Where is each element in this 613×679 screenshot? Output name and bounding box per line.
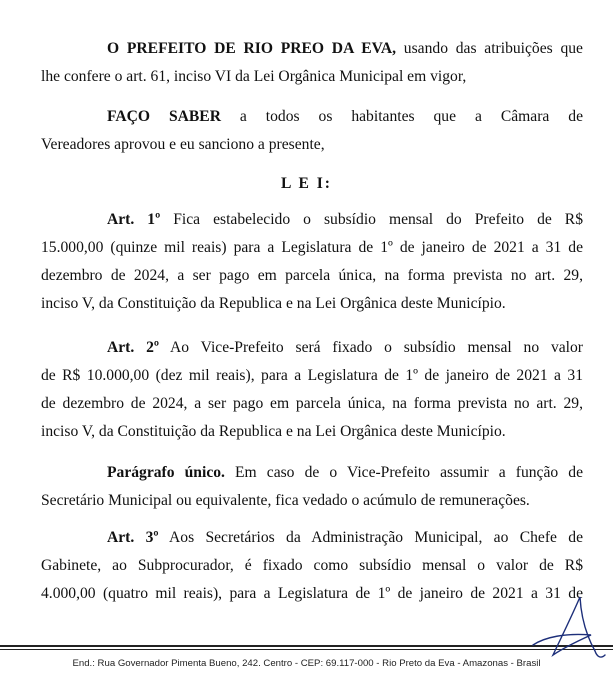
text-line (41, 334, 583, 362)
text-line: de R$ 10.000,00 (dez mil reais), para a Legislatura de 1º de janeiro de 2021 a 31 (41, 367, 583, 384)
article-3 (41, 524, 583, 608)
footer-rule-thin (0, 649, 613, 650)
text-line: dezembro de 2024, a ser pago em parcela única, na forma prevista no art. 29, (41, 267, 583, 284)
text-line (41, 459, 583, 487)
article-label: Art. 1º (107, 211, 161, 228)
text-line: 4.000,00 (quatro mil reais), para a Legislatura de 1º de janeiro de 2021 a 31 de (41, 585, 583, 602)
text-span: Ao Vice-Prefeito será fixado o subsídio mensal no valor (159, 339, 583, 356)
text-span: Fica estabelecido o subsídio mensal do Prefeito de R$ (160, 211, 584, 228)
faco-saber-label: FAÇO SABER (107, 108, 221, 125)
article-label: Art. 3º (107, 529, 159, 546)
faco-saber-paragraph (41, 103, 583, 159)
footer-address: End.: Rua Governador Pimenta Bueno, 242. Centro - CEP: 69.117-000 - Rio Preto da Eva - Amazonas - Brasil (72, 658, 541, 669)
text-span: usando das atribuições que (396, 40, 583, 57)
text-span: a todos os habitantes que a Câmara de (239, 108, 583, 125)
text-span: Em caso de o Vice-Prefeito assumir a função de (224, 464, 583, 481)
text-line: Vereadores aprovou e eu sanciono a presente, (41, 136, 325, 153)
text-line: lhe confere o art. 61, inciso VI da Lei Orgânica Municipal em vigor, (41, 68, 467, 85)
text-line: Gabinete, ao Subprocurador, é fixado como subsídio mensal o valor de R$ (41, 557, 583, 574)
article-2 (41, 334, 583, 446)
lei-heading: L E I: (281, 175, 332, 192)
text-line (41, 103, 583, 131)
text-line (41, 206, 583, 234)
text-span: Aos Secretários da Administração Municipal, ao Chefe de (158, 529, 583, 546)
article-1 (41, 206, 583, 318)
paragrafo-unico (41, 459, 583, 515)
text-line (41, 35, 583, 63)
paragraph-label: Parágrafo único. (107, 464, 225, 481)
opening-paragraph (41, 35, 583, 91)
article-label: Art. 2º (107, 339, 160, 356)
text-line: 15.000,00 (quinze mil reais) para a Legislatura de 1º de janeiro de 2021 a 31 de (41, 239, 583, 256)
footer-rule-thick (0, 645, 613, 647)
signature-mark (525, 585, 610, 665)
text-line: de dezembro de 2024, a ser pago em parcela única, na forma prevista no art. 29, (41, 395, 583, 412)
text-line: inciso V, da Constituição da Republica e na Lei Orgânica deste Município. (41, 423, 506, 440)
text-line (41, 524, 583, 552)
mayor-title: O PREFEITO DE RIO PREO DA EVA, (107, 40, 397, 57)
text-line: inciso V, da Constituição da Republica e na Lei Orgânica deste Município. (41, 295, 506, 312)
text-line: Secretário Municipal ou equivalente, fica vedado o acúmulo de remunerações. (41, 492, 530, 509)
